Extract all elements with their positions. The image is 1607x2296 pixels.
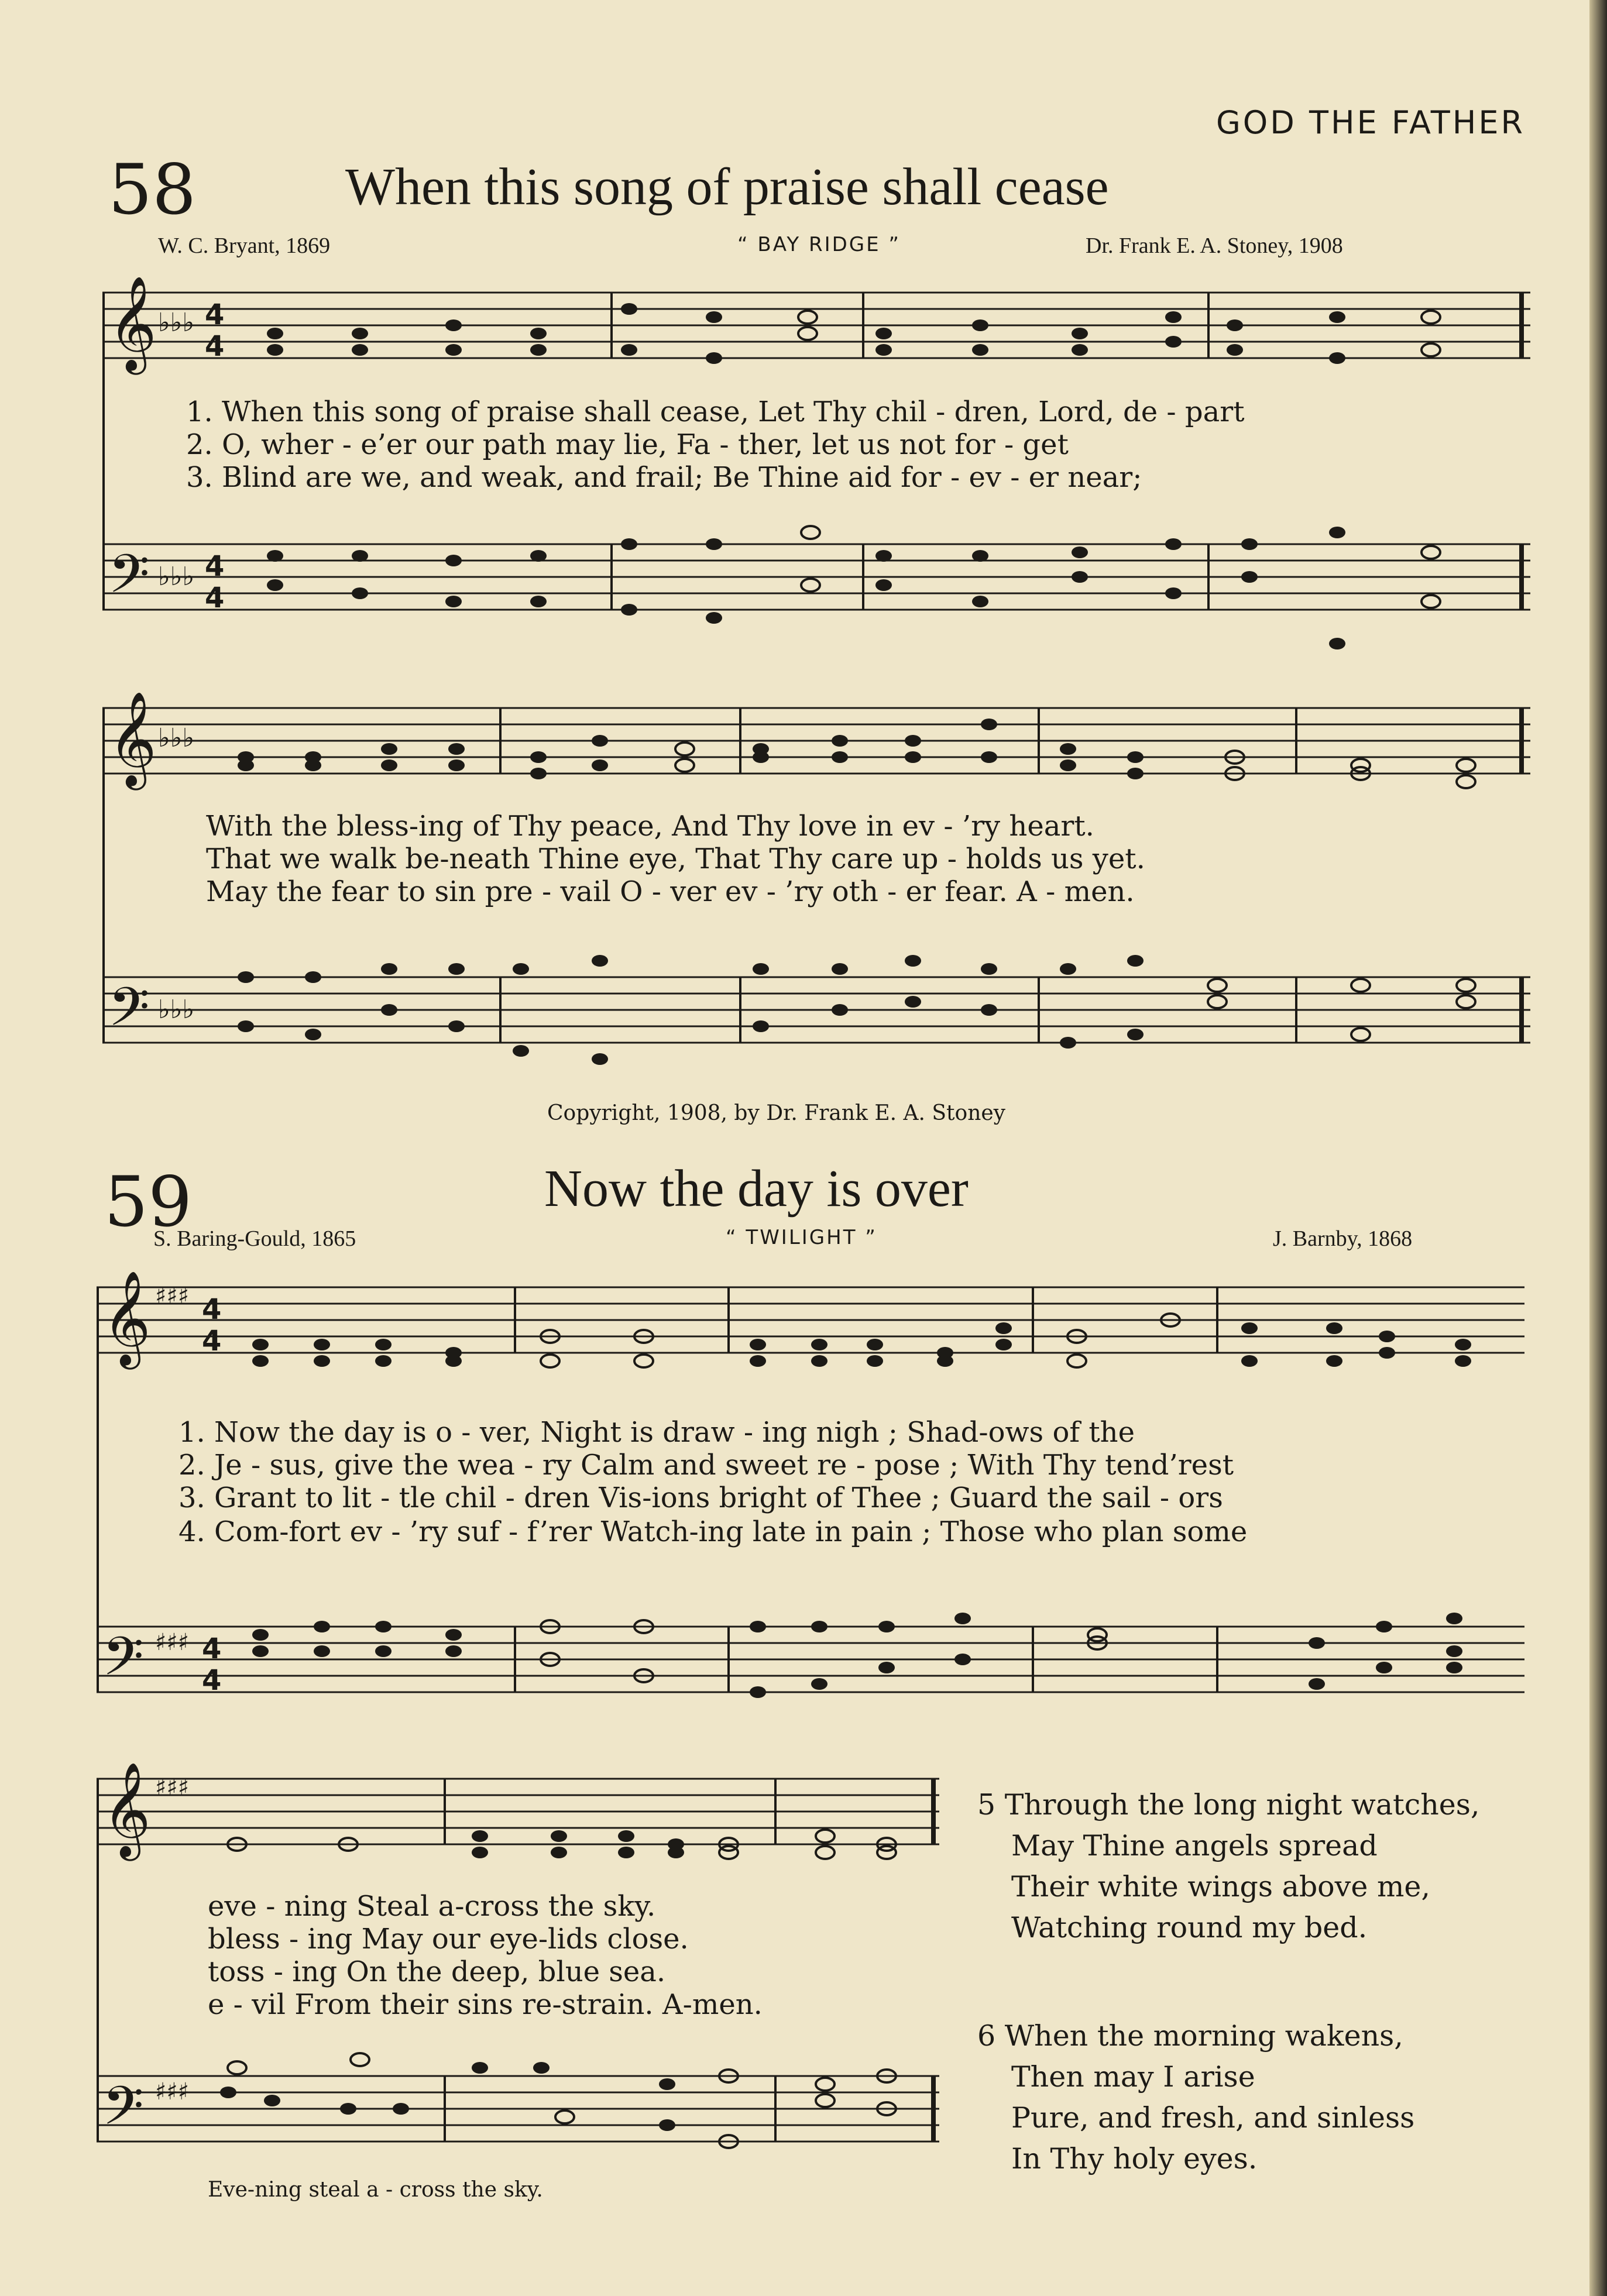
svg-text:♭♭♭: ♭♭♭	[158, 562, 195, 592]
svg-text:♯♯♯: ♯♯♯	[155, 1774, 190, 1801]
stanza-line: Watching round my bed.	[1011, 1911, 1368, 1944]
svg-text:4: 4	[202, 1664, 222, 1697]
lyric-line: eve - ning Steal a-cross the sky.	[208, 1890, 656, 1923]
lyric-line: e - vil From their sins re-strain. A-men.	[208, 1988, 763, 2021]
svg-text:4: 4	[202, 1325, 222, 1357]
svg-text:4: 4	[205, 550, 225, 583]
svg-text:4: 4	[205, 330, 225, 363]
lyric-line: With the bless-ing of Thy peace, And Thy love in ev - ’ry heart.	[206, 810, 1094, 843]
stanza-line: When the morning wakens,	[1004, 2019, 1403, 2053]
svg-text:♯♯♯: ♯♯♯	[155, 2078, 190, 2105]
lyric-line: 2. Je - sus, give the wea - ry Calm and sweet re - pose ; With Thy tend’rest	[178, 1449, 1234, 1482]
svg-text:𝄞: 𝄞	[102, 1270, 151, 1366]
svg-text:𝄢: 𝄢	[108, 543, 150, 618]
section-heading: GOD THE FATHER	[1215, 104, 1525, 141]
svg-text:4: 4	[205, 582, 225, 614]
lyric-line: 4. Com-fort ev - ’ry suf - f’rer Watch-ing late in pain ; Those who plan some	[178, 1515, 1248, 1548]
hymn-composer: J. Barnby, 1868	[1273, 1226, 1413, 1251]
svg-text:𝄞: 𝄞	[108, 276, 157, 371]
stanza-line: Their white wings above me,	[1011, 1870, 1430, 1903]
hymn-author: S. Baring-Gould, 1865	[153, 1226, 356, 1251]
hymn-tune: “ TWILIGHT ”	[726, 1226, 877, 1249]
svg-text:4: 4	[202, 1632, 222, 1665]
stanza-number: 6	[977, 2019, 996, 2053]
lyric-line: 1. Now the day is o - ver, Night is draw - ing nigh ; Shad-ows of the	[178, 1416, 1135, 1449]
stanza-line: May Thine angels spread	[1011, 1829, 1378, 1862]
stanza-line: Then may I arise	[1011, 2060, 1255, 2094]
svg-text:♯♯♯: ♯♯♯	[155, 1283, 190, 1309]
lyric-line: 3. Blind are we, and weak, and frail; Be Thine aid for - ev - er near;	[186, 461, 1142, 494]
svg-text:𝄞: 𝄞	[102, 1762, 151, 1857]
lyric-line: 1. When this song of praise shall cease, Let Thy chil - dren, Lord, de - part	[186, 396, 1245, 428]
svg-text:𝄢: 𝄢	[102, 2075, 144, 2150]
svg-text:♭♭♭: ♭♭♭	[158, 995, 195, 1025]
svg-text:𝄞: 𝄞	[108, 691, 157, 786]
hymn-tune: “ BAY RIDGE ”	[737, 233, 901, 256]
svg-text:♭♭♭: ♭♭♭	[158, 723, 195, 753]
lyric-line: bless - ing May our eye-lids close.	[208, 1923, 689, 1955]
svg-text:𝄢: 𝄢	[102, 1625, 144, 1700]
hymn-title: Now the day is over	[544, 1160, 969, 1218]
bass-words: Eve-ning steal a - cross the sky.	[208, 2178, 543, 2202]
stanza-number: 5	[977, 1788, 996, 1821]
svg-text:♯♯♯: ♯♯♯	[155, 1629, 190, 1656]
svg-text:𝄢: 𝄢	[108, 976, 150, 1051]
lyric-line: 2. O, wher - e’er our path may lie, Fa - ther, let us not for - get	[186, 428, 1069, 461]
svg-text:♭♭♭: ♭♭♭	[158, 308, 195, 338]
stanza-5	[977, 1785, 1479, 1948]
lyric-line: toss - ing On the deep, blue sea.	[208, 1955, 666, 1988]
stanza-line: Pure, and fresh, and sinless	[1011, 2101, 1415, 2135]
stanza-line: Through the long night watches,	[1004, 1788, 1480, 1821]
lyric-line: 3. Grant to lit - tle chil - dren Vis-ions bright of Thee ; Guard the sail - ors	[178, 1482, 1223, 1514]
stanza-6	[977, 2016, 1414, 2180]
hymn-number: 59	[104, 1161, 193, 1242]
lyric-line: May the fear to sin pre - vail O - ver ev - ’ry oth - er fear. A - men.	[206, 875, 1135, 908]
svg-text:4: 4	[205, 298, 225, 331]
page-edge-shadow	[1589, 0, 1607, 2296]
stanza-line: In Thy holy eyes.	[1011, 2142, 1258, 2175]
hymn-composer: Dr. Frank E. A. Stoney, 1908	[1086, 233, 1343, 258]
hymn-author: W. C. Bryant, 1869	[158, 233, 331, 258]
copyright-notice: Copyright, 1908, by Dr. Frank E. A. Stoney	[547, 1101, 1006, 1125]
svg-text:4: 4	[202, 1293, 222, 1326]
hymn-title: When this song of praise shall cease	[345, 158, 1109, 216]
hymn-number: 58	[108, 149, 197, 230]
lyric-line: That we walk be-neath Thine eye, That Thy care up - holds us yet.	[206, 843, 1145, 875]
